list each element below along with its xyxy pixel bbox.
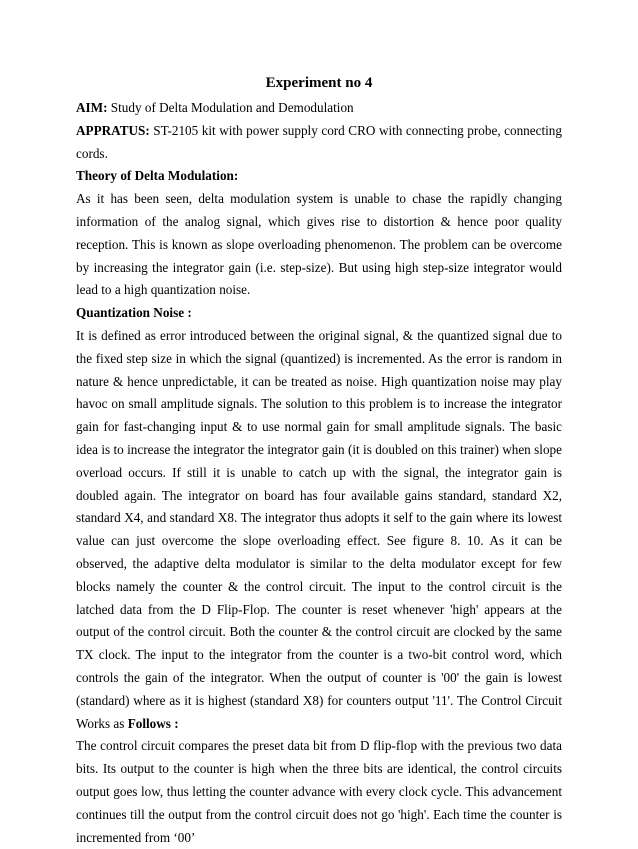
page-title: Experiment no 4 [265, 75, 373, 91]
document-body [76, 97, 562, 849]
control-circuit-paragraph: The control circuit compares the preset data bit from D flip-flop with the previous two data bits. Its output to the counter is high when the three bits are identical, the control circuits output goes low, thus letting the counter advance with every clock cycle. This advancement continues till the output from the control circuit does not go 'high'. Each time the counter is incremented from ‘00’ [76, 738, 562, 845]
follows-label: Follows : [127, 715, 179, 731]
quantization-paragraph [76, 325, 562, 735]
apparatus-line [76, 120, 562, 166]
apparatus-label: APPRATUS: [76, 122, 150, 138]
quantization-text: It is defined as error introduced between the original signal, & the quantized signal due to the fixed step size in which the signal (quantized) is incremented. As the error is random in nature & hence unpredictable, it can be treated as noise. High quantization noise may play havoc on small amplitude signals. The solution to this problem is to increase the integrator gain for fast-changing input & to use normal gain for small amplitude signals. The basic idea is to increase the integrator the integrator gain (it is doubled on this trainer) when slope overload occurs. If still it is unable to catch up with the signal, the integrator gain is doubled again. The integrator on board has four available gains standard, standard X2, standard X4, and standard X8. The integrator thus adopts it self to the gain where its lowest value can just overcome the slope overloading effect. See figure 8. 10. As it can be observed, the adaptive delta modulator is similar to the delta modulator except for few blocks namely the counter & the control circuit. The input to the control circuit is the latched data from the D Flip-Flop. The counter is reset whenever 'high' appears at the output of the control circuit. Both the counter & the control circuit are clocked by the same TX clock. The input to the integrator from the counter is a two-bit control word, which controls the gain of the integrator. When the output of counter is '00' the gain is lowest (standard) where as it is highest (standard X8) for counters output '11'. The Control Circuit Works as [76, 327, 562, 731]
apparatus-text: ST-2105 kit with power supply cord CRO with connecting probe, connecting cords. [76, 122, 562, 161]
aim-text: Study of Delta Modulation and Demodulation [107, 100, 354, 115]
theory-paragraph: As it has been seen, delta modulation system is unable to chase the rapidly changing information of the analog signal, which gives rise to distortion & hence poor quality reception. This is known as slope overloading phenomenon. The problem can be overcome by increasing the integrator gain (i.e. step-size). But using high step-size integrator would lead to a high quantization noise. [76, 191, 562, 298]
aim-label: AIM: [76, 100, 108, 115]
theory-heading: Theory of Delta Modulation: [76, 168, 239, 184]
quantization-heading: Quantization Noise : [76, 305, 192, 321]
aim-line [76, 97, 562, 120]
